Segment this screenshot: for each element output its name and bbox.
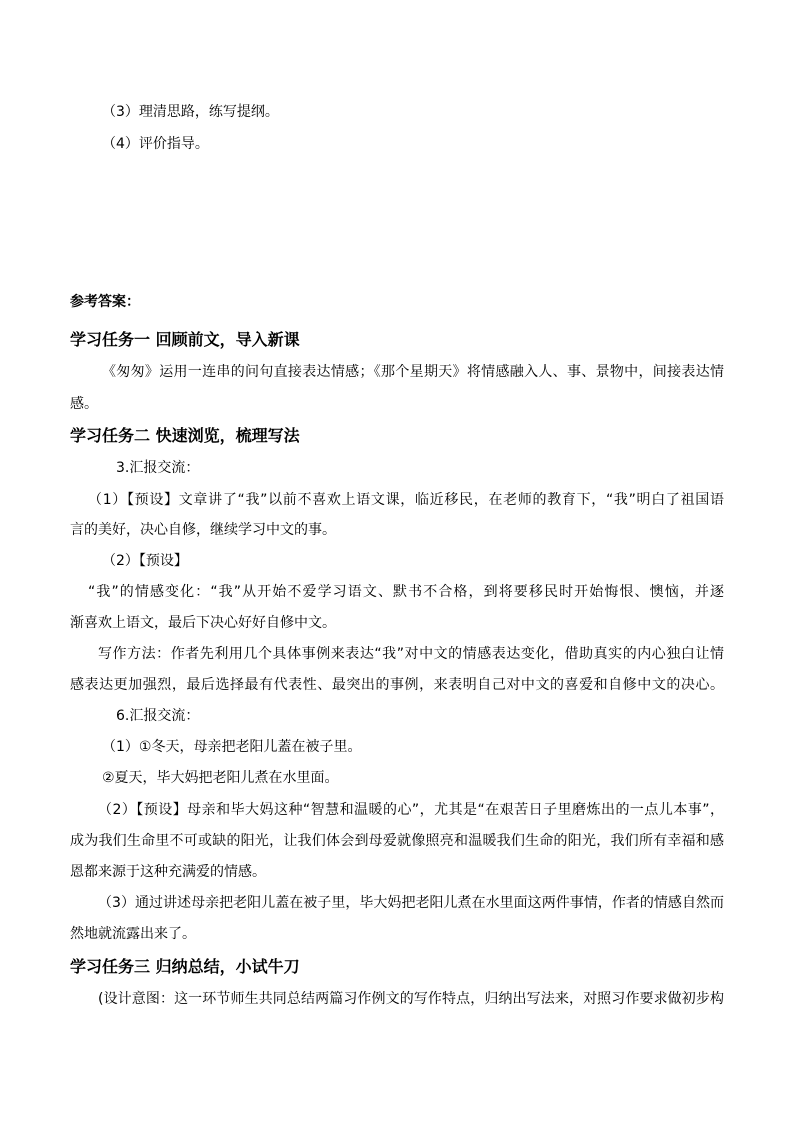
task2-p4-line2: 感表达更加强烈，最后选择最有代表性、最突出的事例，来表明自己对中文的喜爱和自修中文的决心。	[70, 677, 724, 693]
task2-q2-line2: 成为我们生命里不可或缺的阳光，让我们体会到母爱就像照亮和温暖我们生命的阳光，我们所有幸福和感	[70, 833, 724, 849]
task2-section3-label: 3.汇报交流：	[116, 460, 200, 476]
task3-paragraph-line1: (设计意图：这一环节师生共同总结两篇习作例文的写作特点，归纳出写法来，对照习作要求做初步构	[98, 991, 724, 1007]
task1-paragraph-line1: 《匆匆》运用一连串的问句直接表达情感；《那个星期天》将情感融入人、事、景物中，间接表达情	[102, 364, 724, 380]
task2-q1-line1: （1）①冬天，母亲把老阳儿蓋在被子里。	[102, 739, 362, 755]
task2-p3-line2: 渐喜欢上语文，最后下决心好好自修中文。	[70, 615, 336, 631]
task2-q2-line1: （2）【预设】母亲和毕大妈这种“智慧和温暖的心”，尤其是“在艰苦日子里磨炼出的一点儿本事”，	[98, 802, 724, 818]
task1-heading: 学习任务一 回顾前文，导入新课	[70, 330, 300, 349]
task2-q3-line1: （3）通过讲述母亲把老阳儿蓋在被子里，毕大妈把老阳儿煮在水里面这两件事情，作者的情感自然而	[98, 895, 724, 911]
task2-p1-line2: 言的美好，决心自修，继续学习中文的事。	[70, 522, 336, 538]
task2-section6-label: 6.汇报交流：	[116, 708, 200, 724]
task2-p4-line1: 写作方法：作者先利用几个具体事例来表达“我”对中文的情感表达变化，借助真实的内心独白让情	[98, 646, 724, 662]
answers-title: 参考答案：	[70, 294, 140, 310]
task1-paragraph-line2: 感。	[70, 396, 98, 412]
task3-heading: 学习任务三 归纳总结，小试牛刀	[70, 957, 300, 976]
task2-q3-line2: 然地就流露出来了。	[70, 926, 196, 942]
step-4-text: （4）评价指导。	[102, 136, 209, 152]
task2-q2-line3: 恩都来源于这种充满爱的情感。	[70, 864, 266, 880]
task2-p1-line1: （1）【预设】文章讲了“我”以前不喜欢上语文课，临近移民，在老师的教育下，“我”明白了祖国语	[88, 492, 724, 508]
task2-p2-label: （2）【预设】	[102, 553, 188, 569]
task2-p3-line1: “我”的情感变化：“我”从开始不爱学习语文、默书不合格，到将要移民时开始悔恨、懊恼，并逐	[88, 584, 724, 600]
step-3-text: （3）理清思路，练写提纲。	[102, 104, 279, 120]
task2-q1-line2: ②夏天，毕大妈把老阳儿煮在水里面。	[102, 770, 339, 786]
task2-heading: 学习任务二 快速浏览，梳理写法	[70, 426, 300, 445]
